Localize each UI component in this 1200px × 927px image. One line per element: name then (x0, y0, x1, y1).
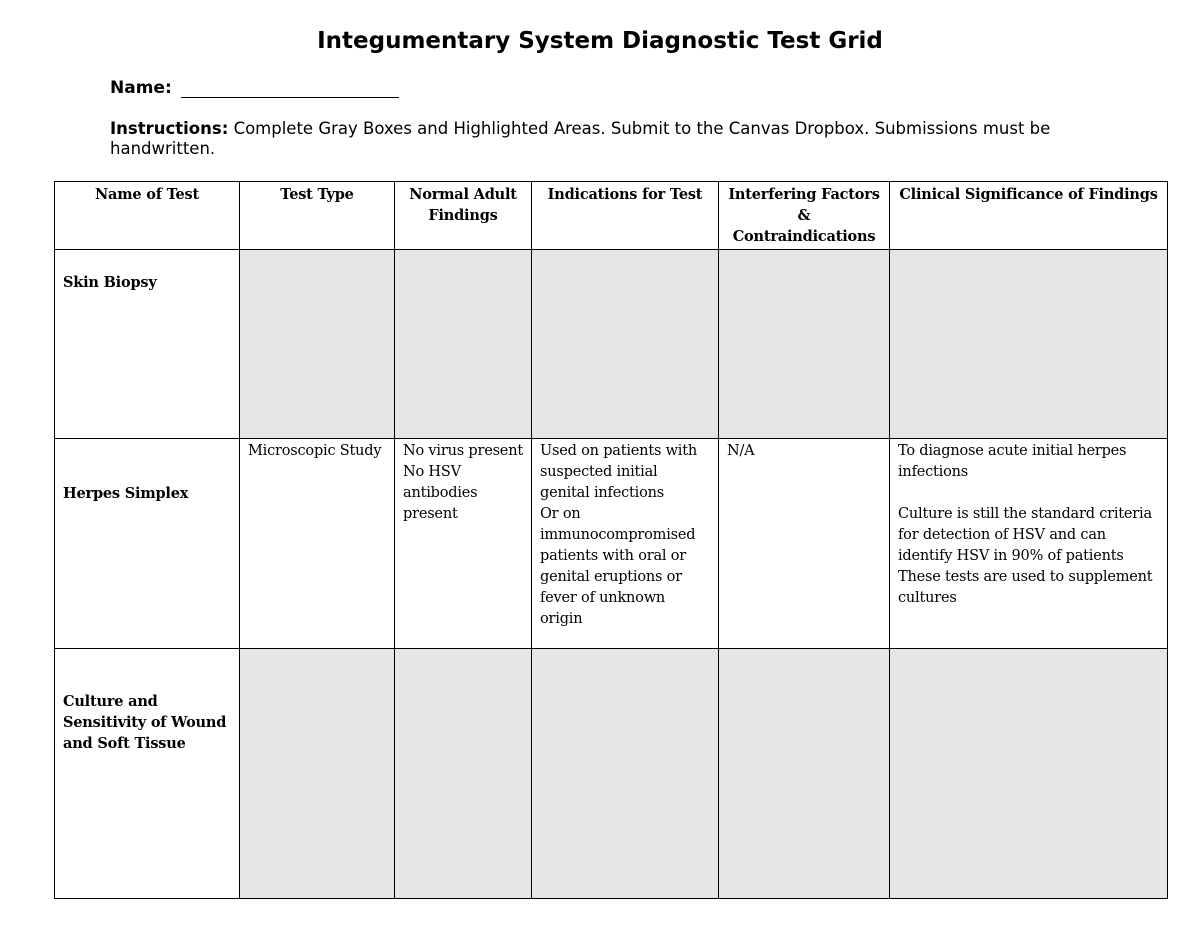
normal-finding-line: No HSV antibodies present (403, 464, 478, 522)
table-row-culture-sensitivity (55, 649, 1168, 899)
header-interfering-factors: Interfering Factors & Contraindications (719, 182, 890, 250)
row-name: Herpes Simplex (63, 485, 189, 502)
cell-normal-findings (395, 439, 532, 649)
row-name: Skin Biopsy (63, 274, 157, 291)
table-row-herpes-simplex (55, 439, 1168, 649)
gray-box-interfering-factors[interactable] (719, 649, 890, 899)
header-row (55, 182, 1168, 250)
diagnostic-test-grid (54, 181, 1168, 899)
indication-line: Used on patients with suspected initial genital infections (540, 443, 698, 501)
gray-box-test-type[interactable] (240, 649, 395, 899)
row-name: Culture and Sensitivity of Wound and Soft Tissue (63, 693, 227, 752)
gray-box-clinical-significance[interactable] (890, 649, 1168, 899)
instructions-text: Complete Gray Boxes and Highlighted Areas. Submit to the Canvas Dropbox. Submissions must be handwritten. (110, 119, 1051, 158)
cell-indications (532, 439, 719, 649)
gray-box-normal-findings[interactable] (395, 250, 532, 439)
name-blank-line (181, 81, 399, 98)
page-title: Integumentary System Diagnostic Test Grid (317, 28, 883, 54)
significance-paragraph: To diagnose acute initial herpes infections (898, 443, 1127, 480)
table-row-skin-biopsy (55, 250, 1168, 439)
indication-line: Or on immunocompromised patients with oral or genital eruptions or fever of unknown origin (540, 506, 696, 627)
header-clinical-significance: Clinical Significance of Findings (890, 182, 1168, 250)
paragraph-gap (898, 483, 1159, 504)
cell-clinical-significance (890, 439, 1168, 649)
normal-finding-line: No virus present (403, 443, 523, 459)
cell-interfering-factors: N/A (719, 439, 890, 649)
gray-box-indications[interactable] (532, 649, 719, 899)
row-name-cell (55, 649, 240, 899)
significance-line: Culture is still the standard criteria for detection of HSV and can identify HSV in 90% of patients (898, 506, 1152, 564)
header-normal-findings: Normal Adult Findings (395, 182, 532, 250)
header-indications: Indications for Test (532, 182, 719, 250)
row-name-cell (55, 250, 240, 439)
instructions (110, 119, 1080, 159)
header-test-type: Test Type (240, 182, 395, 250)
header-name-of-test: Name of Test (55, 182, 240, 250)
name-field (110, 78, 399, 98)
gray-box-interfering-factors[interactable] (719, 250, 890, 439)
name-label: Name: (110, 78, 172, 98)
gray-box-test-type[interactable] (240, 250, 395, 439)
instructions-label: Instructions: (110, 119, 229, 138)
gray-box-normal-findings[interactable] (395, 649, 532, 899)
significance-line: These tests are used to supplement cultures (898, 569, 1153, 606)
cell-test-type: Microscopic Study (240, 439, 395, 649)
gray-box-clinical-significance[interactable] (890, 250, 1168, 439)
row-name-cell (55, 439, 240, 649)
gray-box-indications[interactable] (532, 250, 719, 439)
